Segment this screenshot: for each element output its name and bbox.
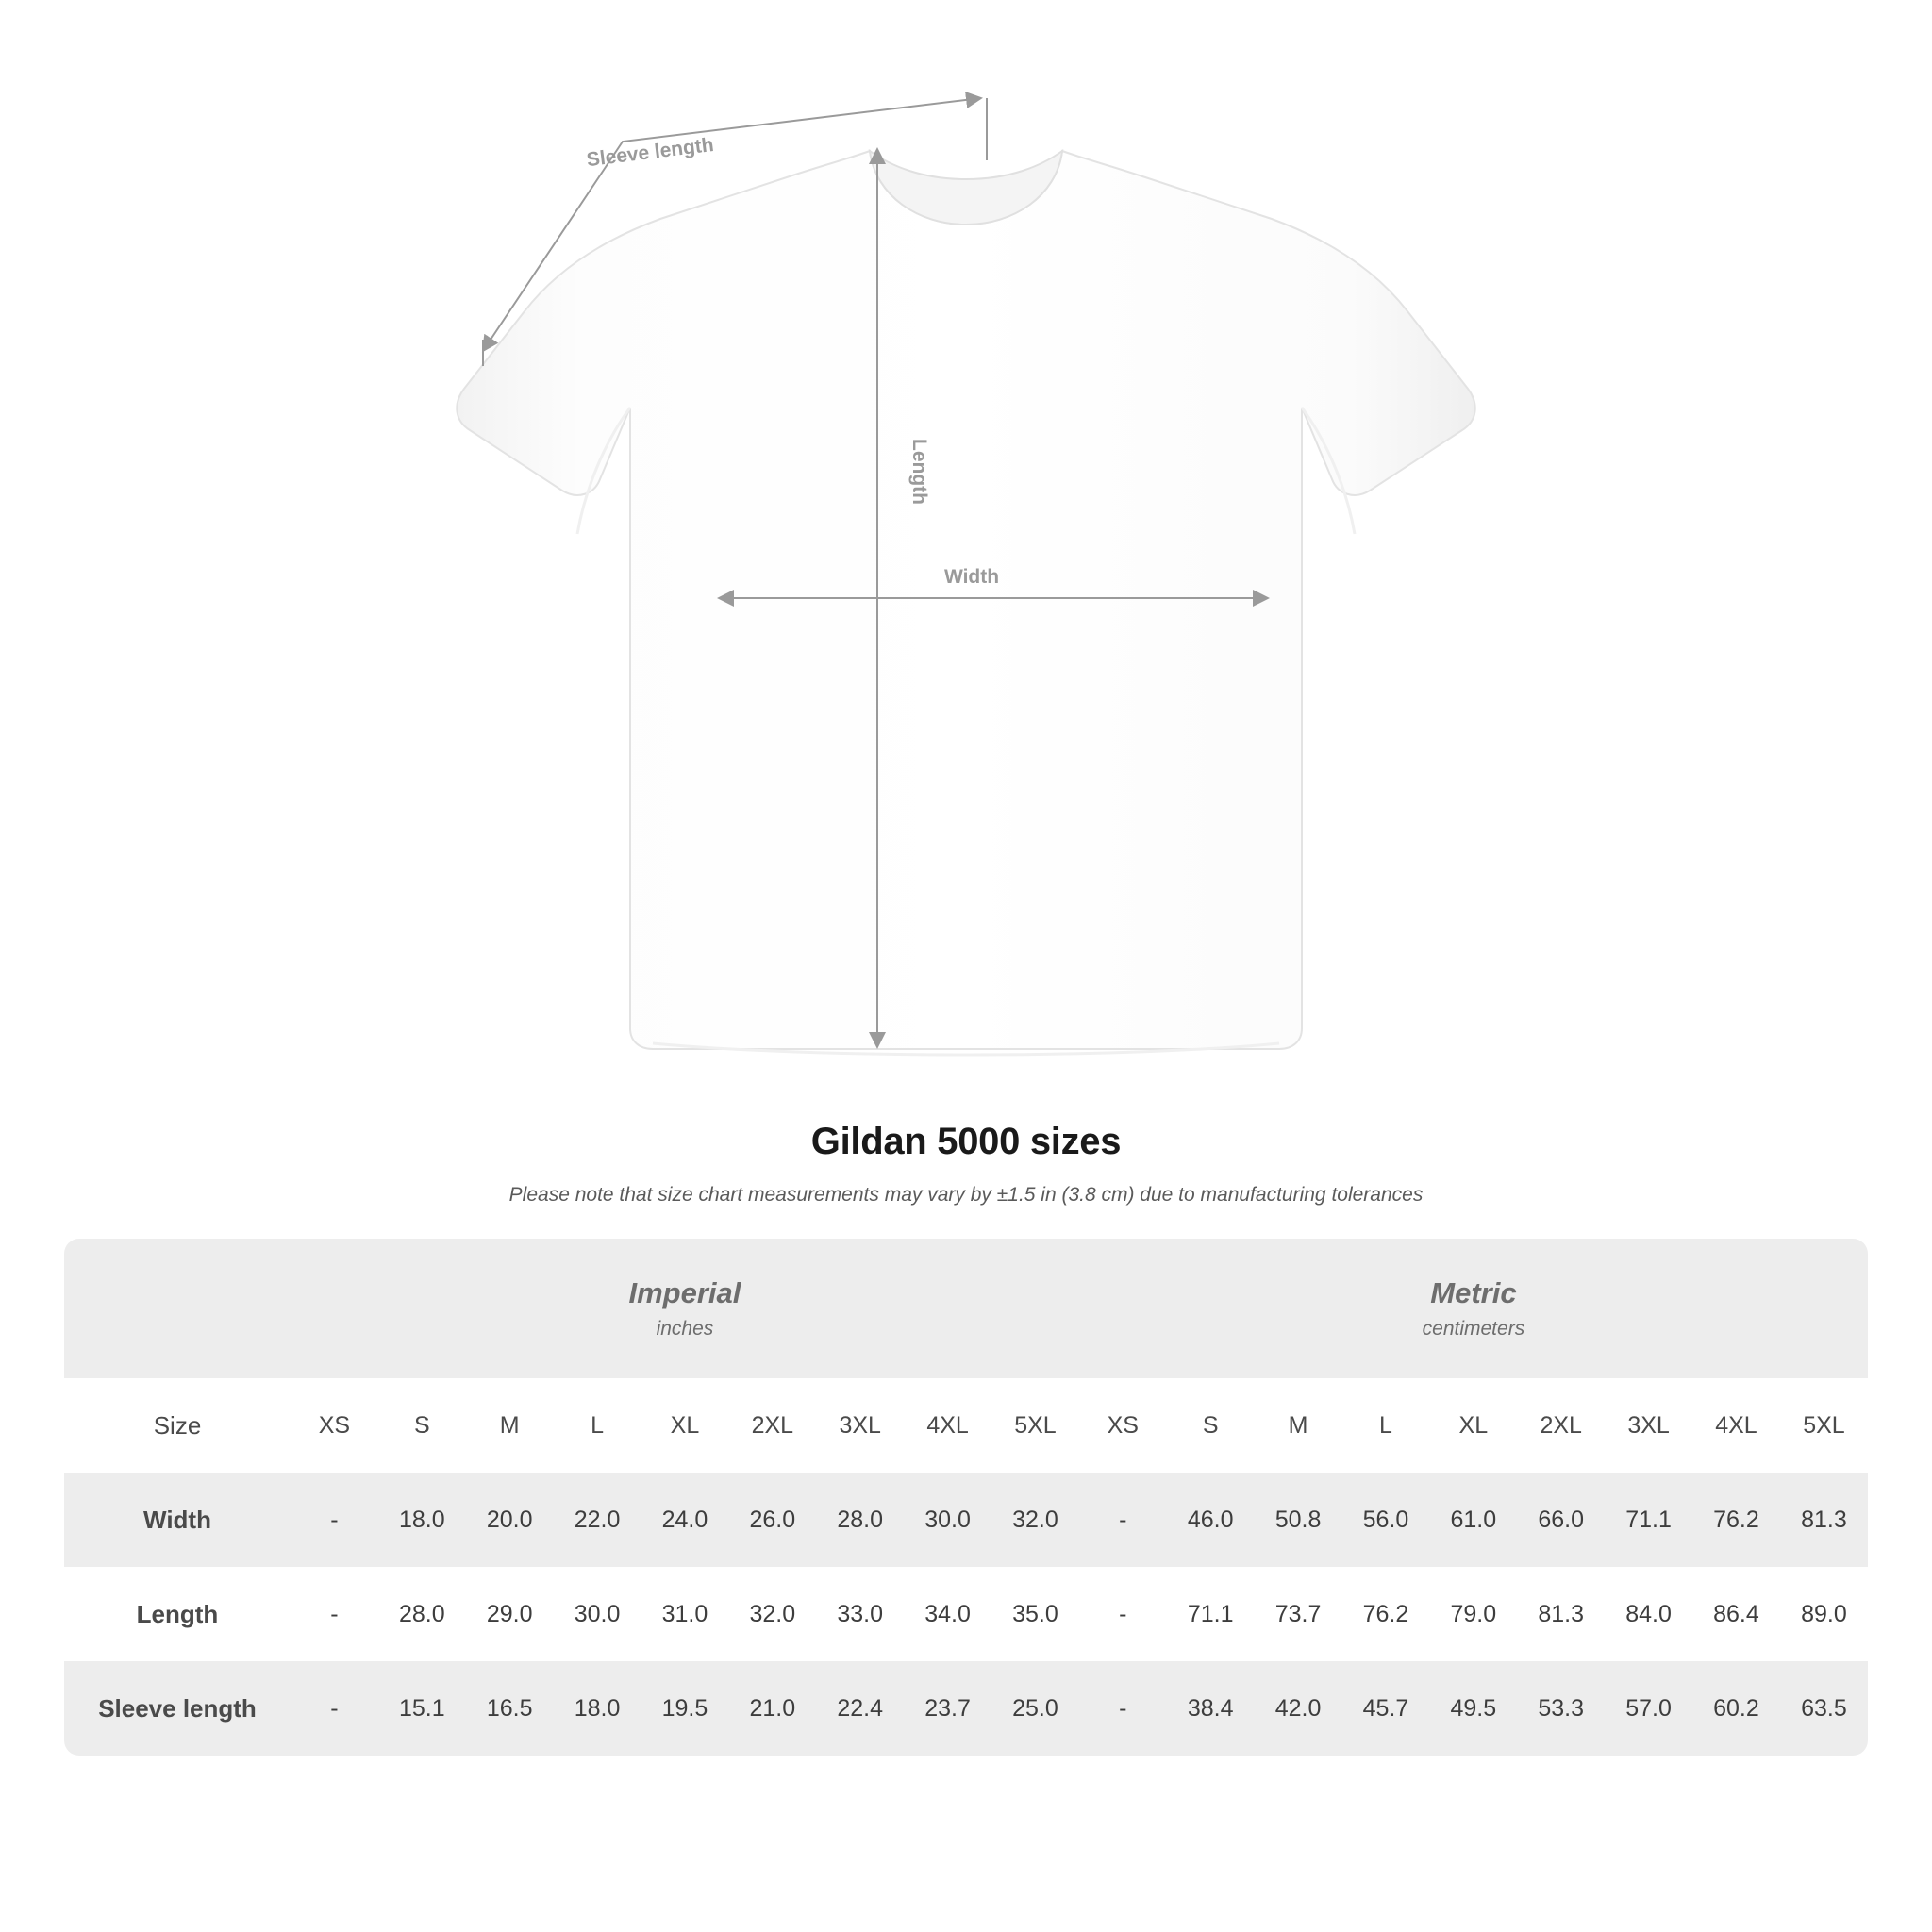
cell-length-metric-3xl: 84.0 (1605, 1567, 1692, 1661)
cell-length-imperial-xl: 31.0 (641, 1567, 729, 1661)
size-header-imperial-l: L (554, 1378, 641, 1473)
tolerance-note: Please note that size chart measurements may vary by ±1.5 in (3.8 cm) due to manufacturing tolerances (508, 1184, 1424, 1206)
size-header-imperial-m: M (466, 1378, 554, 1473)
cell-width-metric-2xl: 66.0 (1517, 1473, 1605, 1567)
cell-sleeve-imperial-3xl: 22.4 (816, 1661, 904, 1756)
cell-length-imperial-5xl: 35.0 (991, 1567, 1079, 1661)
size-header-imperial-xs: XS (291, 1378, 378, 1473)
size-header-metric-2xl: 2XL (1517, 1378, 1605, 1473)
size-header-imperial-s: S (378, 1378, 466, 1473)
cell-length-imperial-4xl: 34.0 (904, 1567, 991, 1661)
size-header-metric-4xl: 4XL (1692, 1378, 1780, 1473)
cell-width-imperial-m: 20.0 (466, 1473, 554, 1567)
table-row (64, 1661, 1868, 1756)
cell-sleeve-metric-xs: - (1079, 1661, 1167, 1756)
size-header-imperial-xl: XL (641, 1378, 729, 1473)
cell-width-metric-4xl: 76.2 (1692, 1473, 1780, 1567)
unit-sub-metric: centimeters (1422, 1317, 1525, 1340)
cell-width-metric-l: 56.0 (1342, 1473, 1430, 1567)
row-label-sleeve-length: Sleeve length (64, 1661, 291, 1756)
cell-sleeve-imperial-l: 18.0 (554, 1661, 641, 1756)
cell-length-metric-5xl: 89.0 (1780, 1567, 1868, 1661)
cell-sleeve-imperial-5xl: 25.0 (991, 1661, 1079, 1756)
title-block (0, 1121, 1932, 1207)
size-table-wrapper (64, 1239, 1868, 1756)
size-table (64, 1239, 1868, 1756)
cell-sleeve-metric-xl: 49.5 (1429, 1661, 1517, 1756)
size-header-metric-l: L (1342, 1378, 1430, 1473)
cell-sleeve-metric-4xl: 60.2 (1692, 1661, 1780, 1756)
cell-sleeve-imperial-2xl: 21.0 (728, 1661, 816, 1756)
row-label-length: Length (64, 1567, 291, 1661)
cell-width-metric-xs: - (1079, 1473, 1167, 1567)
unit-name-imperial: Imperial (628, 1276, 741, 1310)
cell-length-metric-4xl: 86.4 (1692, 1567, 1780, 1661)
cell-length-metric-xl: 79.0 (1429, 1567, 1517, 1661)
cell-sleeve-imperial-s: 15.1 (378, 1661, 466, 1756)
unit-header-row (64, 1239, 1868, 1378)
cell-length-metric-s: 71.1 (1167, 1567, 1255, 1661)
cell-sleeve-imperial-4xl: 23.7 (904, 1661, 991, 1756)
cell-length-metric-2xl: 81.3 (1517, 1567, 1605, 1661)
size-header-metric-xl: XL (1429, 1378, 1517, 1473)
cell-sleeve-metric-m: 42.0 (1255, 1661, 1342, 1756)
cell-sleeve-imperial-xs: - (291, 1661, 378, 1756)
unit-header-metric (1079, 1239, 1868, 1378)
width-label: Width (943, 566, 1000, 588)
cell-width-imperial-5xl: 32.0 (991, 1473, 1079, 1567)
cell-width-imperial-xl: 24.0 (641, 1473, 729, 1567)
cell-width-imperial-s: 18.0 (378, 1473, 466, 1567)
size-header-metric-3xl: 3XL (1605, 1378, 1692, 1473)
cell-sleeve-metric-l: 45.7 (1342, 1661, 1430, 1756)
cell-length-imperial-xs: - (291, 1567, 378, 1661)
unit-header-imperial (291, 1239, 1079, 1378)
cell-length-imperial-l: 30.0 (554, 1567, 641, 1661)
cell-width-imperial-2xl: 26.0 (728, 1473, 816, 1567)
cell-width-metric-5xl: 81.3 (1780, 1473, 1868, 1567)
table-row (64, 1473, 1868, 1567)
page-title: Gildan 5000 sizes (810, 1121, 1122, 1162)
cell-sleeve-imperial-m: 16.5 (466, 1661, 554, 1756)
unit-header-spacer (64, 1239, 291, 1378)
cell-length-metric-m: 73.7 (1255, 1567, 1342, 1661)
cell-sleeve-imperial-xl: 19.5 (641, 1661, 729, 1756)
cell-sleeve-metric-s: 38.4 (1167, 1661, 1255, 1756)
cell-width-metric-s: 46.0 (1167, 1473, 1255, 1567)
cell-length-imperial-2xl: 32.0 (728, 1567, 816, 1661)
cell-width-imperial-xs: - (291, 1473, 378, 1567)
cell-sleeve-metric-3xl: 57.0 (1605, 1661, 1692, 1756)
tshirt-shape (457, 151, 1474, 1055)
size-header-imperial-2xl: 2XL (728, 1378, 816, 1473)
sleeve-length-label: Sleeve length (585, 133, 715, 172)
cell-length-metric-l: 76.2 (1342, 1567, 1430, 1661)
size-header-metric-s: S (1167, 1378, 1255, 1473)
cell-length-imperial-m: 29.0 (466, 1567, 554, 1661)
unit-name-metric: Metric (1430, 1276, 1517, 1310)
cell-length-imperial-3xl: 33.0 (816, 1567, 904, 1661)
cell-length-metric-xs: - (1079, 1567, 1167, 1661)
cell-width-metric-m: 50.8 (1255, 1473, 1342, 1567)
size-header-imperial-5xl: 5XL (991, 1378, 1079, 1473)
size-header-metric-5xl: 5XL (1780, 1378, 1868, 1473)
table-row (64, 1567, 1868, 1661)
row-label-width: Width (64, 1473, 291, 1567)
cell-length-imperial-s: 28.0 (378, 1567, 466, 1661)
cell-sleeve-metric-5xl: 63.5 (1780, 1661, 1868, 1756)
size-header-metric-xs: XS (1079, 1378, 1167, 1473)
size-header-label: Size (64, 1378, 291, 1473)
unit-sub-imperial: inches (656, 1317, 714, 1340)
cell-width-metric-xl: 61.0 (1429, 1473, 1517, 1567)
cell-width-imperial-l: 22.0 (554, 1473, 641, 1567)
cell-sleeve-metric-2xl: 53.3 (1517, 1661, 1605, 1756)
cell-width-imperial-3xl: 28.0 (816, 1473, 904, 1567)
size-header-imperial-3xl: 3XL (816, 1378, 904, 1473)
cell-width-imperial-4xl: 30.0 (904, 1473, 991, 1567)
size-header-metric-m: M (1255, 1378, 1342, 1473)
size-header-row (64, 1378, 1868, 1473)
length-label: Length (908, 439, 930, 505)
size-header-imperial-4xl: 4XL (904, 1378, 991, 1473)
cell-width-metric-3xl: 71.1 (1605, 1473, 1692, 1567)
